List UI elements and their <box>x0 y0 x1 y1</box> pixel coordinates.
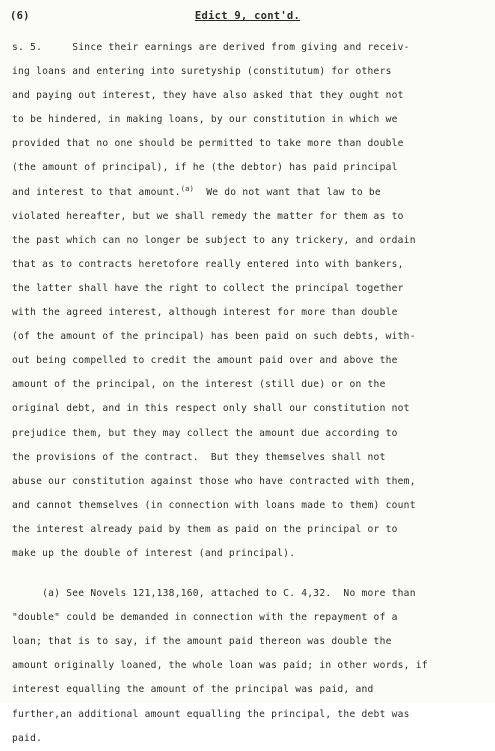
body-line-start: and interest to that amount. <box>12 186 181 198</box>
body-line: out being compelled to credit the amount paid over and above the <box>12 355 398 367</box>
body-line: violated hereafter, but we shall remedy the matter for them as to <box>12 210 404 222</box>
body-line-with-footnote <box>12 181 490 205</box>
body-line: ing loans and entering into suretyship (constitutum) for others <box>12 66 392 78</box>
body-line: the provisions of the contract. But they themselves shall not <box>12 451 386 463</box>
footnote-line: "double" could be demanded in connection with the repayment of a <box>12 612 398 624</box>
footnote-line: loan; that is to say, if the amount paid thereon was double the <box>12 636 392 648</box>
paragraph-gap <box>12 566 490 582</box>
body-line: s. 5. Since their earnings are derived from giving and receiv- <box>12 42 410 53</box>
footnote-marker: (a) <box>180 184 195 193</box>
body-line: prejudice them, but they may collect the amount due according to <box>12 427 398 439</box>
body-line: to be hindered, in making loans, by our constitution in which we <box>12 114 398 126</box>
body-line: the interest already paid by them as paid on the principal or to <box>12 523 398 535</box>
body-text <box>12 36 490 751</box>
footnote-line: further,an additional amount equalling the principal, the debt was <box>12 708 410 720</box>
body-line: provided that no one should be permitted to take more than double <box>12 138 404 150</box>
body-line: abuse our constitution against those who have contracted with them, <box>12 475 416 487</box>
page-header <box>10 10 485 26</box>
footnote-line: paid. <box>12 732 43 744</box>
body-line: (of the amount of the principal) has been paid on such debts, with- <box>12 331 416 343</box>
body-line: original debt, and in this respect only shall our constitution not <box>12 403 410 415</box>
body-line: (the amount of principal), if he (the debtor) has paid principal <box>12 162 398 174</box>
body-line: with the agreed interest, although interest for more than double <box>12 307 398 319</box>
body-line: the past which can no longer be subject to any trickery, and ordain <box>12 234 416 246</box>
page-title: Edict 9, cont'd. <box>194 10 301 22</box>
body-line: and cannot themselves (in connection with loans made to them) count <box>12 499 416 511</box>
footnote-line: interest equalling the amount of the principal was paid, and <box>12 684 374 696</box>
body-line: make up the double of interest (and principal). <box>12 547 296 559</box>
body-line: and paying out interest, they have also asked that they ought not <box>12 90 404 102</box>
body-line: the latter shall have the right to collect the principal together <box>12 282 404 294</box>
body-line: amount of the principal, on the interest (still due) or on the <box>12 379 386 391</box>
footnote-line: (a) See Novels 121,138,160, attached to C. 4,32. No more than <box>12 588 416 600</box>
page-number: (6) <box>10 10 30 22</box>
body-line: that as to contracts heretofore really entered into with bankers, <box>12 258 404 270</box>
body-line-end: We do not want that law to be <box>194 186 381 198</box>
footnote-line: amount originally loaned, the whole loan was paid; in other words, if <box>12 660 428 672</box>
